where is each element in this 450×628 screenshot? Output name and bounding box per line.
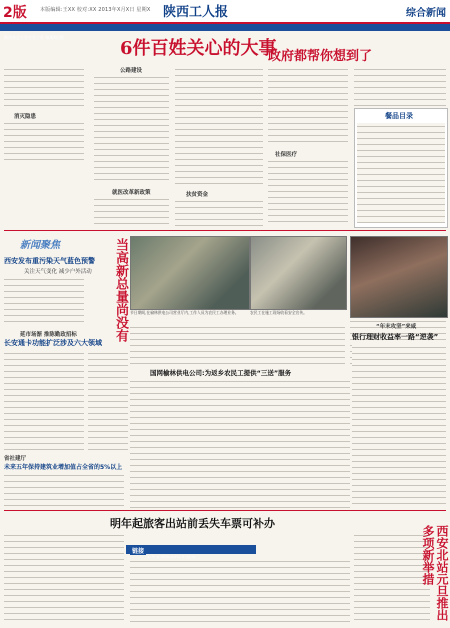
article-subhead: 消灭隐患: [14, 114, 37, 120]
link-tag: 链接: [132, 548, 145, 555]
vertical-headline: 当高新总量尚没有: [113, 238, 128, 342]
page-number: 2版: [3, 5, 27, 21]
article-text-block: [130, 558, 350, 622]
photo-caption: 农民工在施工现场收看安全宣传。: [250, 310, 307, 315]
bottom-headline: 明年起旅客出站前丢失车票可补办: [110, 517, 275, 530]
section-divider: [4, 230, 446, 231]
vertical-headline-right: 西安北站元旦推出多项新举措: [421, 525, 449, 621]
article-subhead: 扶贫资金: [186, 192, 209, 198]
article-text-block: [94, 74, 169, 184]
story-subtitle: 关注天气变化 减少户外活动: [24, 269, 92, 275]
newspaper-logo: 陕西工人报: [163, 5, 229, 20]
story-title: 国网榆林供电公司:为返乡农民工提供“三送”服务: [150, 369, 292, 377]
article-text-block: [175, 198, 263, 226]
article-text-block: [4, 276, 84, 326]
article-text-block: [130, 378, 350, 508]
article-text-block: [94, 196, 169, 226]
article-text-block: [130, 324, 345, 364]
story-title: 未来五年保持建筑业增加值占全省的5%以上: [4, 464, 123, 471]
article-text-block: [4, 66, 84, 106]
article-text-block: [4, 350, 84, 450]
news-photo: [350, 236, 448, 318]
photo-caption: 节日期间,在榆林供电公司营业厅内,工作人员为农民工办理业务。: [130, 310, 239, 315]
main-headline: 6件百姓关心的大事: [120, 38, 277, 59]
column-title: 新闻聚焦: [20, 240, 60, 251]
ad-title: 银行理财收益率一路“逆袭”: [352, 333, 439, 341]
article-text-block: [268, 158, 348, 226]
story-kicker: 省社建厅: [4, 456, 27, 462]
article-text-block: [4, 472, 124, 510]
section-divider: [4, 510, 446, 511]
info-box-text: [357, 123, 445, 223]
article-text-block: [268, 66, 348, 146]
article-text-block: [352, 344, 446, 504]
article-subhead: 社保医疗: [275, 152, 298, 158]
article-text-block: [354, 532, 430, 622]
story-title: 长安通卡功能扩泛涉及六大领域: [4, 339, 102, 347]
subline-bar: [0, 24, 450, 40]
article-subhead: 公路建设: [120, 68, 143, 74]
ad-kicker: “年末攻坚”来咸: [376, 324, 417, 330]
article-text-block: [88, 350, 128, 450]
story-title: 西安发布重污染天气蓝色预警: [4, 257, 95, 265]
main-headline-secondary: 政府都帮你想到了: [268, 49, 373, 64]
article-text-block: [354, 66, 446, 106]
article-text-block: [4, 120, 84, 160]
article-text-block: [175, 66, 263, 186]
article-subhead: 就医改革新政策: [112, 190, 151, 196]
subline-text: 陕西省总工会主管主办 每周X出版: [4, 35, 65, 40]
story-kicker: 延市场渐 推陈勤政招标: [20, 332, 77, 338]
info-box: [354, 108, 448, 228]
article-text-block: [4, 532, 124, 622]
news-photo: [250, 236, 347, 310]
info-box-title: 餐品目录: [385, 112, 413, 120]
section-title: 综合新闻: [406, 8, 446, 19]
page-meta: 本版编辑:王XX 校对:XX 2013年X月X日 星期X: [40, 7, 151, 13]
news-photo: [130, 236, 250, 310]
